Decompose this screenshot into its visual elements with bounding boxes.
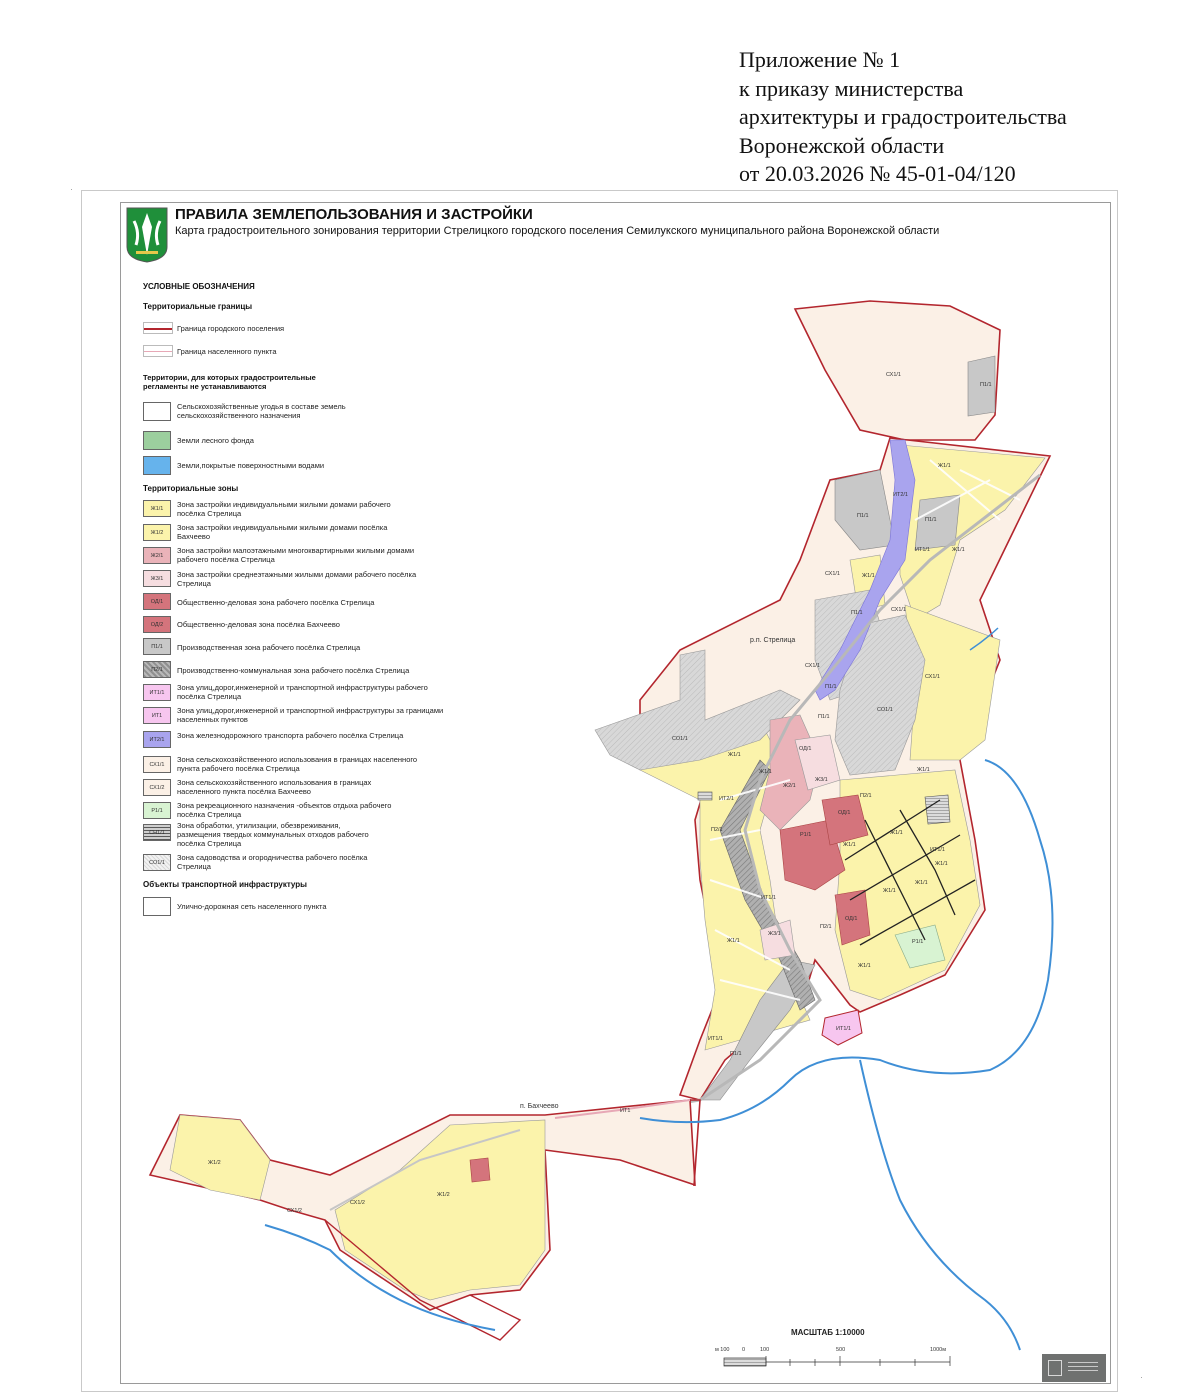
- legend-swatch: П2/1: [143, 661, 171, 678]
- map-zone-label: Ж3/1: [768, 931, 781, 937]
- map-zone-label: ИТ1/1: [836, 1026, 851, 1032]
- legend-label: Земли,покрытые поверхностными водами: [177, 461, 325, 470]
- legend-label: Улично-дорожная сеть населенного пункта: [177, 902, 327, 911]
- map-zone-label: ИТ1/1: [761, 895, 776, 901]
- scale-tick-label: 100: [760, 1347, 770, 1353]
- map-zone-label: СХ1/1: [891, 607, 906, 613]
- legend-label: Зона железнодорожного транспорта рабочего посёлка Стрелица: [177, 731, 404, 740]
- map-zone-label: П2/1: [711, 827, 723, 833]
- map-zone-label: П1/1: [818, 714, 830, 720]
- edge-mark: ·: [70, 184, 73, 194]
- legend-zones-heading: Территориальные зоны: [143, 484, 239, 493]
- legend-label: Производственно-коммунальная зона рабочего посёлка Стрелица: [177, 666, 410, 675]
- map-title: ПРАВИЛА ЗЕМЛЕПОЛЬЗОВАНИЯ И ЗАСТРОЙКИ: [175, 206, 533, 223]
- map-zone-label: П1/1: [925, 517, 937, 523]
- map-zone-label: ИТ1/1: [930, 847, 945, 853]
- legend-label: Зона застройки малоэтажными многоквартирными жилыми домами рабочего посёлка Стрелица: [177, 546, 415, 564]
- map-zone-label: ОД/1: [845, 916, 858, 922]
- scale-tick-label: м 100: [715, 1347, 730, 1353]
- map-zone-label: Ж1/1: [952, 547, 965, 553]
- map-zone-label: ИТ1/1: [915, 547, 930, 553]
- map-zone-label: П1/1: [730, 1051, 742, 1057]
- legend-label: Зона сельскохозяйственного использования в границах населенного пункта рабочего посёлка Стрелица: [177, 755, 418, 773]
- legend-label: Граница городского поселения: [177, 324, 285, 333]
- legend-swatch: СХ1/1: [143, 756, 171, 773]
- legend-label: Зона застройки среднеэтажными жилыми домами рабочего посёлка Стрелица: [177, 570, 417, 588]
- legend-swatch: СН1/1: [143, 824, 171, 841]
- map-zone-label: Ж1/1: [883, 888, 896, 894]
- map-zone-label: СХ1/2: [287, 1208, 302, 1214]
- title-stamp: [1042, 1354, 1106, 1382]
- legend-transport-heading: Объекты транспортной инфраструктуры: [143, 880, 307, 889]
- legend-label: Зона обработки, утилизации, обезвреживания, размещения твердых коммунальных отходов рабочего посёлка Стрелица: [177, 821, 369, 848]
- legend-swatch: Р1/1: [143, 802, 171, 819]
- legend-label: Зона сельскохозяйственного использования в границах населенного пункта посёлка Бахчеево: [177, 778, 372, 796]
- legend-label: Производственная зона рабочего посёлка Стрелица: [177, 643, 361, 652]
- map-zone-label: СХ1/1: [825, 571, 840, 577]
- map-zone-label: ИТ1/1: [708, 1036, 723, 1042]
- legend-swatch: ОД/2: [143, 616, 171, 633]
- map-zone-sn: [925, 795, 950, 824]
- legend-swatch: СО1/1: [143, 854, 171, 871]
- stamp-text-block: [1068, 1362, 1098, 1374]
- map-subtitle: Карта градостроительного зонирования территории Стрелицкого городского поселения Семилукского муниципального района Воронежской области: [175, 225, 940, 237]
- legend-swatch: ОД/1: [143, 593, 171, 610]
- map-zone-label: Ж1/2: [437, 1192, 450, 1198]
- map-zone-label: СХ1/1: [805, 663, 820, 669]
- legend-swatch: ИТ2/1: [143, 731, 171, 748]
- map-zone-label: Ж1/1: [843, 842, 856, 848]
- legend-label: Сельскохозяйственные угодья в составе земель сельскохозяйственного назначения: [177, 402, 346, 420]
- map-zone-label: СХ1/1: [886, 372, 901, 378]
- map-place-label: п. Бахчеево: [520, 1103, 559, 1110]
- appendix-line: архитектуры и градостроительства: [739, 104, 1067, 129]
- appendix-line: к приказу министерства: [739, 75, 964, 101]
- map-zone-label: СО1/1: [672, 736, 688, 742]
- legend-label: Зона садоводства и огородничества рабочего посёлка Стрелица: [177, 853, 368, 871]
- legend-label: Общественно-деловая зона рабочего посёлка Стрелица: [177, 598, 375, 607]
- legend-swatch: Ж1/1: [143, 500, 171, 517]
- legend-boundaries-heading: Территориальные границы: [143, 302, 253, 311]
- appendix-line: от 20.03.2026 № 45-01-04/120: [739, 161, 1016, 186]
- map-zone-label: П1/1: [851, 610, 863, 616]
- scale-bar: [724, 1356, 950, 1366]
- map-zone-label: Р1/1: [912, 939, 924, 945]
- map-zone-label: Ж1/2: [208, 1160, 221, 1166]
- map-zone-label: Ж1/1: [915, 880, 928, 886]
- stamp-logo-icon: [1048, 1360, 1062, 1376]
- map-zone-label: Ж1/1: [917, 767, 930, 773]
- appendix-line: Приложение № 1: [739, 47, 901, 72]
- appendix-line: Воронежской области: [739, 132, 945, 158]
- map-zone-label: Ж2/1: [783, 783, 796, 789]
- legend-label: Общественно-деловая зона посёлка Бахчеево: [177, 620, 340, 629]
- legend-label: Зона рекреационного назначения -объектов отдыха рабочего посёлка Стрелица: [177, 801, 392, 819]
- map-zone-label: ИТ2/1: [719, 796, 734, 802]
- legend-swatch: ИТ1/1: [143, 684, 171, 701]
- map-zone-sn: [698, 792, 712, 800]
- map-zone-label: П1/1: [825, 684, 837, 690]
- legend-label: Зона улиц,дорог,инженерной и транспортной инфраструктуры рабочего посёлка Стрелица: [177, 683, 428, 701]
- map-zone-j1: [335, 1120, 545, 1300]
- map-zone-label: Р1/1: [800, 832, 812, 838]
- map-zone-label: Ж1/1: [759, 769, 772, 775]
- legend-swatch: Ж1/2: [143, 524, 171, 541]
- map-zone-label: Ж1/1: [727, 938, 740, 944]
- legend-swatch: ИТ1: [143, 707, 171, 724]
- legend-label: Земли лесного фонда: [177, 436, 254, 445]
- map-zone-label: ОД/1: [838, 810, 851, 816]
- map-zone-label: СХ1/1: [925, 674, 940, 680]
- map-zone-label: П1/1: [857, 513, 869, 519]
- legend-swatch: Ж3/1: [143, 570, 171, 587]
- map-zone-label: Ж1/1: [890, 830, 903, 836]
- map-zone-label: ИТ1: [620, 1108, 631, 1114]
- map-zone-label: СХ1/2: [350, 1200, 365, 1206]
- map-zone-label: П2/1: [860, 793, 872, 799]
- scale-tick-label: 0: [742, 1347, 746, 1353]
- map-river: [860, 1060, 1020, 1350]
- legend-swatch: СХ1/2: [143, 779, 171, 796]
- legend-label: Зона застройки индивидуальными жилыми домами посёлка Бахчеево: [177, 523, 388, 541]
- map-zone-label: Ж1/1: [862, 573, 875, 579]
- legend-label: Граница населенного пункта: [177, 347, 277, 356]
- scale-tick-label: 500: [836, 1347, 846, 1353]
- map-zone-label: Ж1/1: [858, 963, 871, 969]
- legend-label: Зона улиц,дорог,инженерной и транспортной инфраструктуры за границами населенных пунктов: [177, 706, 444, 724]
- legend-label: Зона застройки индивидуальными жилыми домами рабочего посёлка Стрелица: [177, 500, 391, 518]
- map-zone-label: Ж1/1: [938, 463, 951, 469]
- map-place-label: р.п. Стрелица: [750, 637, 796, 644]
- map-zone-label: Ж3/1: [815, 777, 828, 783]
- scale-title: МАСШТАБ 1:10000: [791, 1328, 865, 1337]
- map-zone-od: [470, 1158, 490, 1182]
- map-zone-label: Ж1/1: [728, 752, 741, 758]
- map-zone-label: П2/1: [820, 924, 832, 930]
- map-zone-label: Ж1/1: [935, 861, 948, 867]
- map-zone-label: ИТ2/1: [893, 492, 908, 498]
- legend-swatch: П1/1: [143, 638, 171, 655]
- map-zone-label: ОД/1: [799, 746, 812, 752]
- legend-swatch: Ж2/1: [143, 547, 171, 564]
- map-zone-j1: [170, 1115, 270, 1200]
- legend-no-regulation-heading: Территории, для которых градостроительные регламенты не устанавливаются: [143, 373, 316, 391]
- legend-heading: УСЛОВНЫЕ ОБОЗНАЧЕНИЯ: [143, 282, 255, 291]
- scale-tick-label: 1000м: [930, 1347, 947, 1353]
- edge-mark: ·: [1140, 1372, 1143, 1382]
- map-zone-label: П1/1: [980, 382, 992, 388]
- map-zone-label: СО1/1: [877, 707, 893, 713]
